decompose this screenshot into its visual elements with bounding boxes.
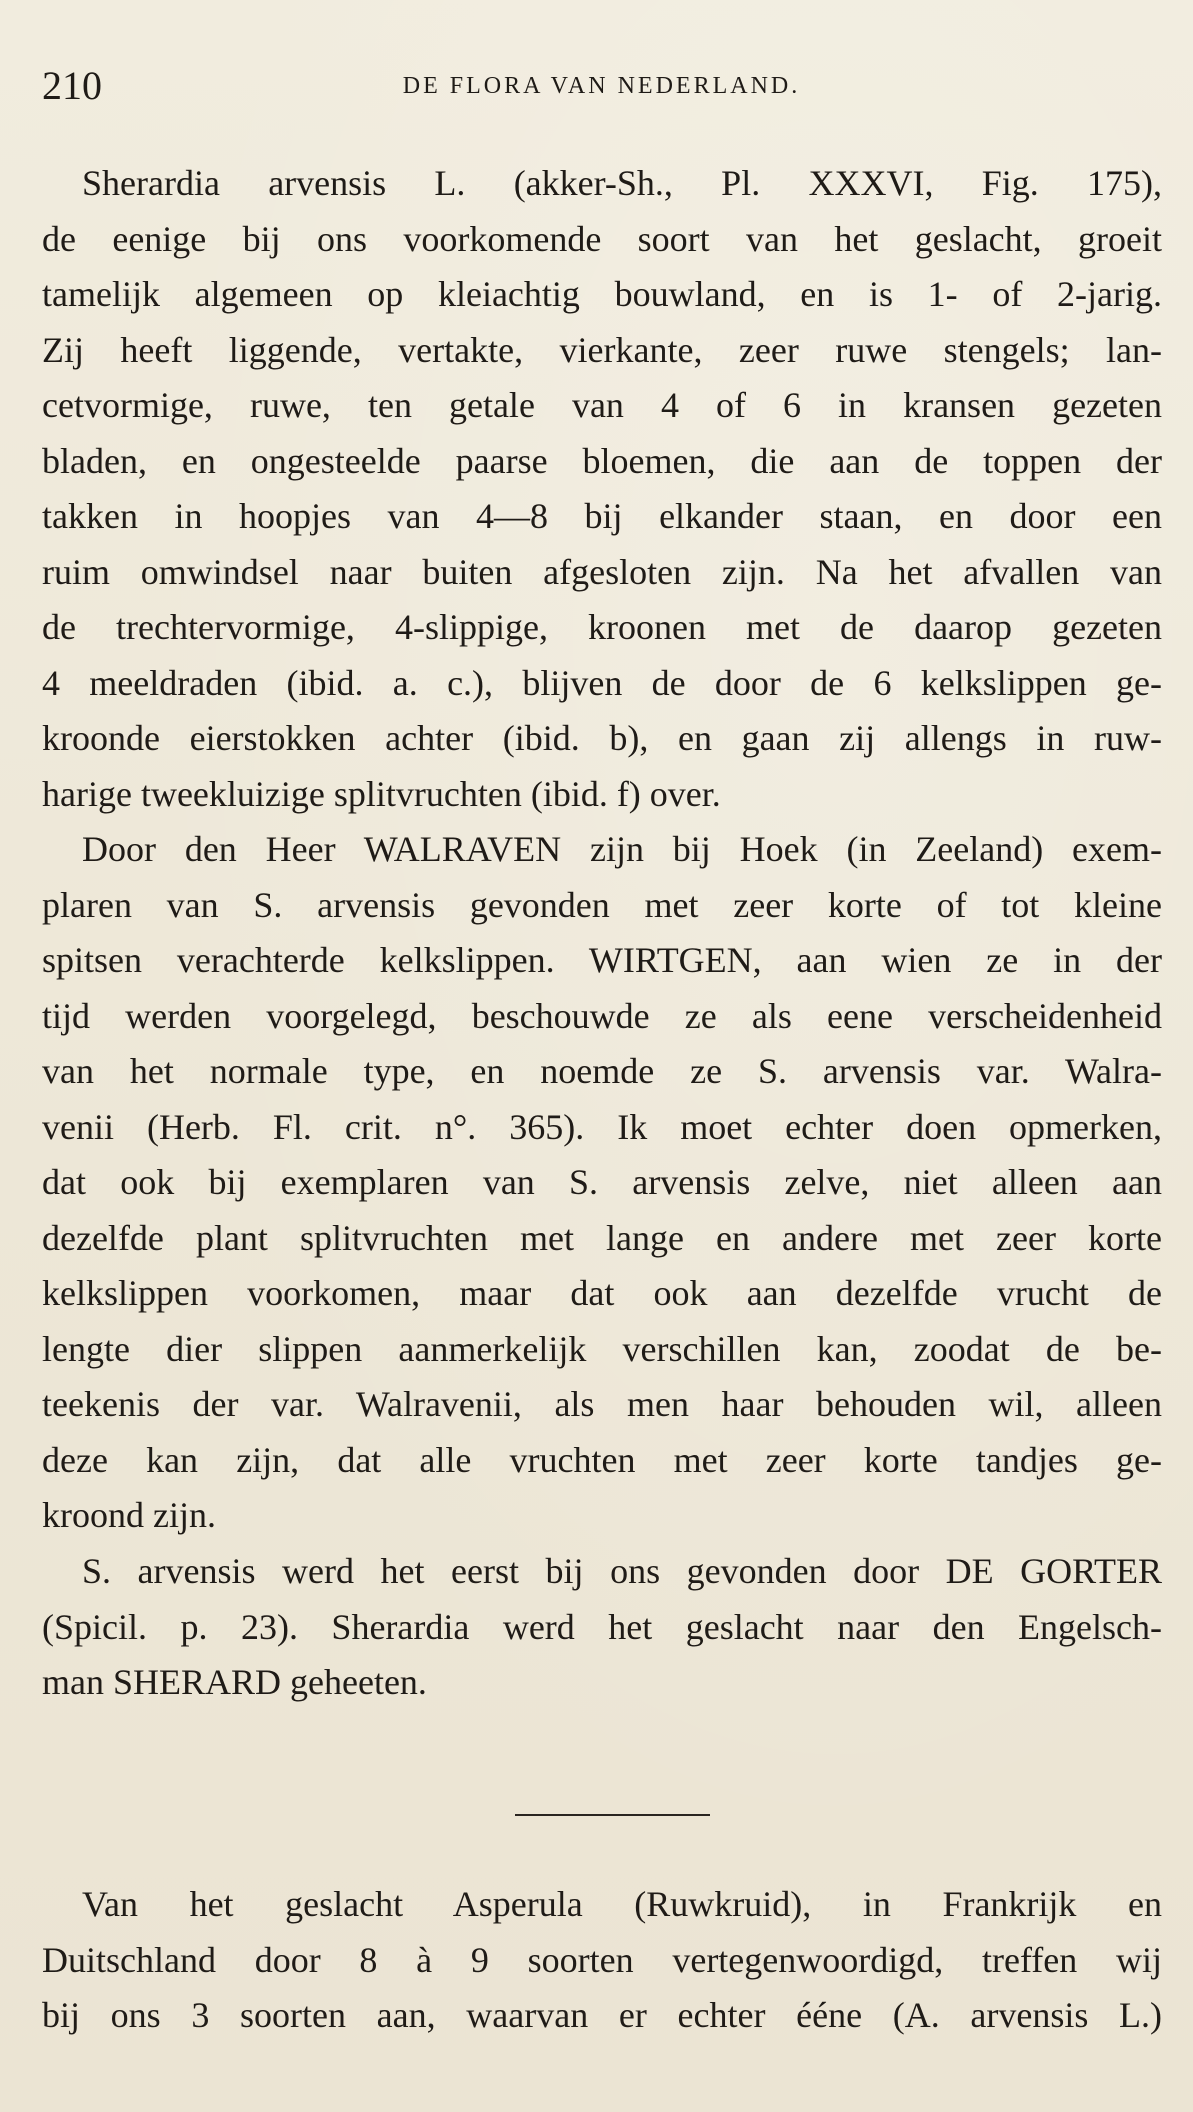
text-line: kroonde eierstokken achter (ibid. b), en gaan zij allengs in ruw- — [42, 718, 1162, 758]
text-line: 4 meeldraden (ibid. a. c.), blijven de door de 6 kelkslippen ge- — [42, 662, 1162, 703]
text-line: deze kan zijn, dat alle vruchten met zeer korte tandjes ge- — [42, 1439, 1162, 1480]
text-line: Door den Heer WALRAVEN zijn bij Hoek (in Zeeland) exem- — [82, 829, 1162, 869]
text-line: teekenis der var. Walravenii, als men haar behouden wil, alleen — [42, 1384, 1162, 1424]
text-line: bladen, en ongesteelde paarse bloemen, die aan de toppen der — [42, 440, 1162, 481]
text-line: man SHERARD geheeten. — [42, 1662, 427, 1702]
page-header — [42, 62, 1161, 110]
section-divider — [515, 1814, 710, 1816]
text-line: dat ook bij exemplaren van S. arvensis zelve, niet alleen aan — [42, 1162, 1162, 1202]
text-line: kroond zijn. — [42, 1495, 216, 1535]
text-line: harige tweekluizige splitvruchten (ibid. f) over. — [42, 773, 721, 814]
text-line: Duitschland door 8 à 9 soorten vertegenwoordigd, treffen wij — [42, 1939, 1162, 1980]
text-line: Van het geslacht Asperula (Ruwkruid), in Frankrijk en — [82, 1884, 1162, 1924]
running-head: DE FLORA VAN NEDERLAND. — [402, 73, 801, 99]
text-line: takken in hoopjes van 4—8 bij elkander staan, en door een — [42, 496, 1162, 536]
text-line: tijd werden voorgelegd, beschouwde ze als eene verscheidenheid — [42, 995, 1162, 1036]
text-line: (Spicil. p. 23). Sherardia werd het geslacht naar den Engelsch- — [42, 1606, 1162, 1647]
text-line: plaren van S. arvensis gevonden met zeer korte of tot kleine — [42, 884, 1162, 925]
text-line: van het normale type, en noemde ze S. arvensis var. Walra- — [42, 1051, 1162, 1091]
text-line: venii (Herb. Fl. crit. n°. 365). Ik moet echter doen opmerken, — [42, 1106, 1162, 1147]
text-line: bij ons 3 soorten aan, waarvan er echter ééne (A. arvensis L.) — [42, 1995, 1162, 2035]
text-line: tamelijk algemeen op kleiachtig bouwland, en is 1- of 2-jarig. — [42, 274, 1162, 314]
paragraph-sherardia-description — [42, 156, 1162, 822]
paragraph-asperula — [42, 1877, 1162, 2044]
text-line: Zij heeft liggende, vertakte, vierkante, zeer ruwe stengels; lan- — [42, 329, 1162, 370]
page-number: 210 — [42, 63, 102, 108]
text-line: S. arvensis werd het eerst bij ons gevonden door DE GORTER — [82, 1551, 1162, 1591]
text-line: spitsen verachterde kelkslippen. WIRTGEN, aan wien ze in der — [42, 940, 1162, 980]
text-line: ruim omwindsel naar buiten afgesloten zijn. Na het afvallen van — [42, 551, 1162, 592]
text-line: kelkslippen voorkomen, maar dat ook aan dezelfde vrucht de — [42, 1273, 1162, 1313]
paragraph-walraven-specimens — [42, 822, 1162, 1544]
text-line: Sherardia arvensis L. (akker-Sh., Pl. XXXVI, Fig. 175), — [82, 163, 1162, 203]
text-line: dezelfde plant splitvruchten met lange en andere met zeer korte — [42, 1217, 1162, 1258]
text-line: de eenige bij ons voorkomende soort van het geslacht, groeit — [42, 218, 1162, 259]
paragraph-de-gorter — [42, 1544, 1162, 1711]
text-line: cetvormige, ruwe, ten getale van 4 of 6 in kransen gezeten — [42, 385, 1162, 425]
text-line: de trechtervormige, 4-slippige, kroonen met de daarop gezeten — [42, 607, 1162, 647]
text-line: lengte dier slippen aanmerkelijk verschillen kan, zoodat de be- — [42, 1328, 1162, 1369]
